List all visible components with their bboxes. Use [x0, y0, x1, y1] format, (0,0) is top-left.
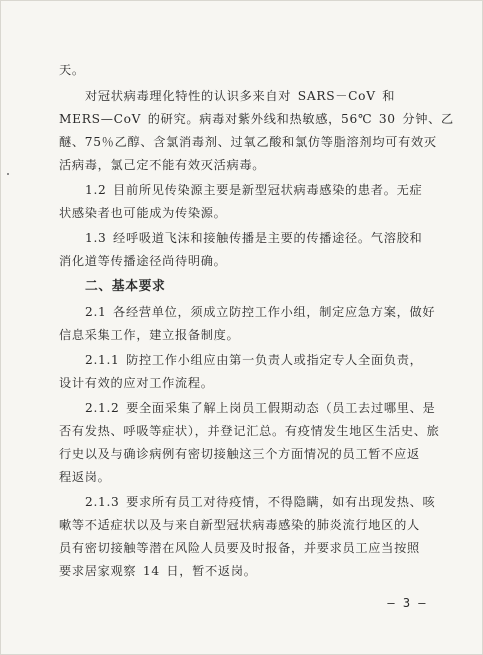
text-line: 要求居家观察 14 日，暂不返岗。: [59, 564, 257, 578]
text-line: 2.1.2 要全面采集了解上岗员工假期动态（员工去过哪里、是: [85, 401, 436, 415]
text-line: 否有发热、呼吸等症状），并登记汇总。有疫情发生地区生活史、旅: [59, 424, 440, 438]
page-number: — 3 —: [387, 596, 426, 610]
text-line: 程返岗。: [59, 470, 111, 484]
text-line: 醚、75％乙醇、含氯消毒剂、过氧乙酸和氯仿等脂溶剂均可有效灭: [59, 135, 437, 149]
text-line: 活病毒，氯己定不能有效灭活病毒。: [59, 158, 266, 172]
text-line: 行史以及与确诊病例有密切接触这三个方面情况的员工暂不应返: [59, 447, 420, 461]
text-line: MERS—CoV 的研究。病毒对紫外线和热敏感，56℃ 30 分钟、乙: [59, 112, 454, 126]
text-line: 对冠状病毒理化特性的认识多来自对 SARS－CoV 和: [85, 89, 396, 103]
text-line: 设计有效的应对工作流程。: [59, 376, 214, 390]
text-line: 天。: [59, 63, 85, 77]
section-heading: 二、基本要求: [85, 279, 166, 294]
text-line: 状感染者也可能成为传染源。: [59, 206, 227, 220]
document-body: [59, 59, 454, 583]
text-line: 嗽等不适症状以及与来自新型冠状病毒感染的肺炎流行地区的人: [59, 518, 420, 532]
text-line: 员有密切接触等潜在风险人员要及时报备，并要求员工应当按照: [59, 541, 420, 555]
text-line: 1.2 目前所见传染源主要是新型冠状病毒感染的患者。无症: [85, 183, 423, 197]
text-line: 信息采集工作，建立报备制度。: [59, 328, 240, 342]
text-line: 2.1.3 要求所有员工对待疫情，不得隐瞒，如有出现发热、咳: [85, 495, 436, 509]
text-line: 1.3 经呼吸道飞沫和接触传播是主要的传播途径。气溶胶和: [85, 231, 423, 245]
text-line: 消化道等传播途径尚待明确。: [59, 254, 227, 268]
text-line: 2.1 各经营单位，须成立防控工作小组，制定应急方案，做好: [85, 305, 436, 319]
text-line: 2.1.1 防控工作小组应由第一负责人或指定专人全面负责，: [85, 353, 423, 367]
scan-speck: [7, 173, 9, 175]
